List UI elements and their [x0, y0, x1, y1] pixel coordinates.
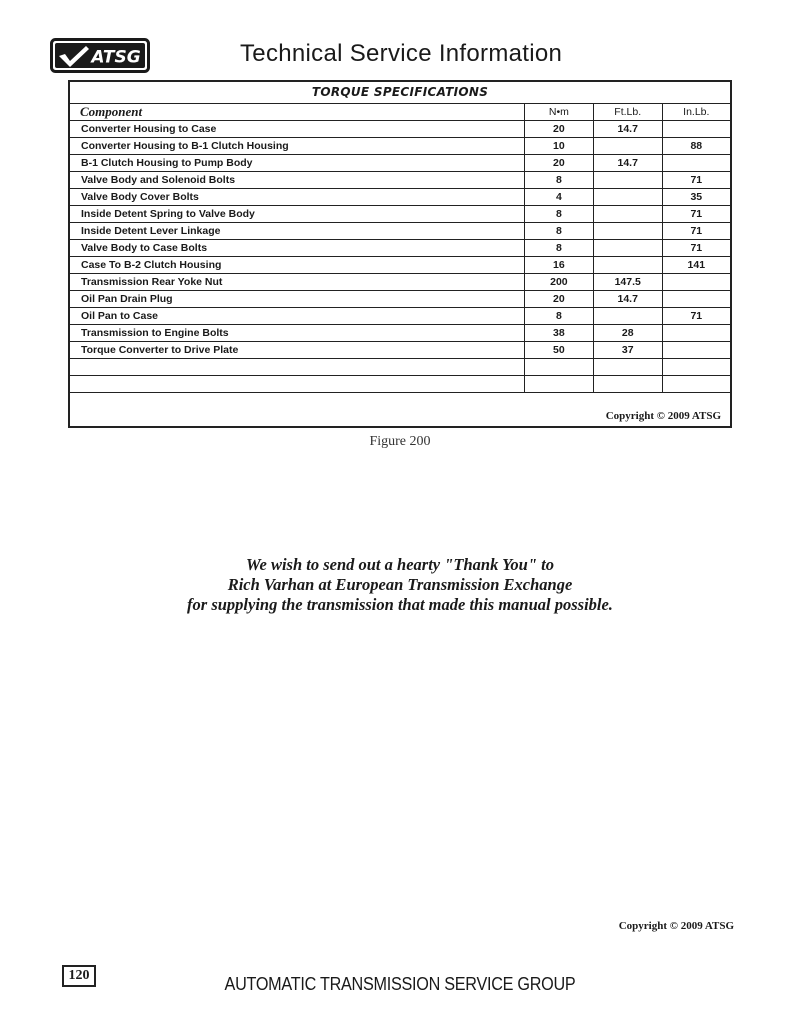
- atsg-logo: [50, 38, 150, 73]
- cell-nm: 20: [525, 120, 594, 137]
- cell-inlb: 71: [662, 307, 731, 324]
- cell-component: Inside Detent Lever Linkage: [69, 222, 525, 239]
- table-row: [69, 222, 731, 239]
- table-row: [69, 358, 731, 375]
- cell-component: Torque Converter to Drive Plate: [69, 341, 525, 358]
- cell-component: B-1 Clutch Housing to Pump Body: [69, 154, 525, 171]
- cell-component: Valve Body and Solenoid Bolts: [69, 171, 525, 188]
- table-row: [69, 205, 731, 222]
- cell-component: Valve Body to Case Bolts: [69, 239, 525, 256]
- cell-inlb: [662, 154, 731, 171]
- thank-you-line-1: We wish to send out a hearty "Thank You" to: [246, 555, 554, 574]
- torque-spec-table: [68, 80, 732, 428]
- table-row: [69, 290, 731, 307]
- table-row: [69, 375, 731, 392]
- cell-inlb: 35: [662, 188, 731, 205]
- cell-nm: 16: [525, 256, 594, 273]
- table-row: [69, 239, 731, 256]
- cell-nm: 50: [525, 341, 594, 358]
- cell-component: Case To B-2 Clutch Housing: [69, 256, 525, 273]
- cell-ftlb: 14.7: [593, 290, 662, 307]
- cell-ftlb: 147.5: [593, 273, 662, 290]
- table-row: [69, 256, 731, 273]
- cell-nm: 20: [525, 290, 594, 307]
- logo-text: ATSG: [91, 47, 141, 68]
- table-row: [69, 273, 731, 290]
- cell-nm: 8: [525, 222, 594, 239]
- cell-component: [69, 358, 525, 375]
- cell-inlb: [662, 120, 731, 137]
- thank-you-line-2: Rich Varhan at European Transmission Exchange: [227, 575, 573, 594]
- cell-nm: 10: [525, 137, 594, 154]
- cell-component: Transmission to Engine Bolts: [69, 324, 525, 341]
- table-header-row: [69, 103, 731, 120]
- cell-inlb: [662, 324, 731, 341]
- cell-nm: 8: [525, 239, 594, 256]
- cell-ftlb: [593, 137, 662, 154]
- cell-inlb: [662, 341, 731, 358]
- cell-ftlb: 14.7: [593, 120, 662, 137]
- cell-component: Converter Housing to Case: [69, 120, 525, 137]
- cell-nm: 38: [525, 324, 594, 341]
- thank-you-note: [0, 555, 800, 615]
- table-row: [69, 324, 731, 341]
- cell-ftlb: [593, 256, 662, 273]
- page-copyright: Copyright © 2009 ATSG: [618, 920, 734, 932]
- column-header-ftlb: Ft.Lb.: [593, 103, 662, 120]
- thank-you-line-3: for supplying the transmission that made this manual possible.: [187, 595, 613, 614]
- column-header-nm: N•m: [525, 103, 594, 120]
- cell-ftlb: [593, 307, 662, 324]
- cell-ftlb: 14.7: [593, 154, 662, 171]
- cell-nm: 8: [525, 171, 594, 188]
- footer-title: AUTOMATIC TRANSMISSION SERVICE GROUP: [224, 974, 576, 994]
- cell-inlb: [662, 358, 731, 375]
- cell-inlb: 71: [662, 222, 731, 239]
- cell-component: Transmission Rear Yoke Nut: [69, 273, 525, 290]
- table-row: [69, 171, 731, 188]
- cell-ftlb: 37: [593, 341, 662, 358]
- cell-inlb: 141: [662, 256, 731, 273]
- cell-component: Oil Pan Drain Plug: [69, 290, 525, 307]
- cell-ftlb: [593, 239, 662, 256]
- cell-inlb: 71: [662, 171, 731, 188]
- cell-ftlb: [593, 171, 662, 188]
- cell-nm: 20: [525, 154, 594, 171]
- column-header-inlb: In.Lb.: [662, 103, 731, 120]
- cell-ftlb: [593, 205, 662, 222]
- cell-nm: 8: [525, 307, 594, 324]
- cell-component: Valve Body Cover Bolts: [69, 188, 525, 205]
- table-row: [69, 120, 731, 137]
- page-header-title: Technical Service Information: [240, 40, 563, 67]
- cell-nm: [525, 375, 594, 392]
- cell-nm: 8: [525, 205, 594, 222]
- cell-ftlb: [593, 358, 662, 375]
- cell-ftlb: [593, 375, 662, 392]
- cell-inlb: [662, 290, 731, 307]
- page-number: 120: [62, 965, 96, 987]
- column-header-component: Component: [69, 103, 525, 120]
- cell-inlb: 71: [662, 239, 731, 256]
- cell-nm: 200: [525, 273, 594, 290]
- cell-ftlb: [593, 188, 662, 205]
- cell-nm: [525, 358, 594, 375]
- table-title: TORQUE SPECIFICATIONS: [69, 81, 731, 103]
- cell-inlb: [662, 273, 731, 290]
- cell-inlb: [662, 375, 731, 392]
- table-row: [69, 137, 731, 154]
- figure-caption: Figure 200: [369, 434, 431, 449]
- cell-inlb: 71: [662, 205, 731, 222]
- cell-ftlb: [593, 222, 662, 239]
- table-copyright: Copyright © 2009 ATSG: [69, 392, 731, 427]
- cell-component: Inside Detent Spring to Valve Body: [69, 205, 525, 222]
- cell-component: Oil Pan to Case: [69, 307, 525, 324]
- table-row: [69, 154, 731, 171]
- cell-nm: 4: [525, 188, 594, 205]
- cell-component: Converter Housing to B-1 Clutch Housing: [69, 137, 525, 154]
- table-row: [69, 307, 731, 324]
- cell-ftlb: 28: [593, 324, 662, 341]
- table-row: [69, 188, 731, 205]
- cell-component: [69, 375, 525, 392]
- table-row: [69, 341, 731, 358]
- cell-inlb: 88: [662, 137, 731, 154]
